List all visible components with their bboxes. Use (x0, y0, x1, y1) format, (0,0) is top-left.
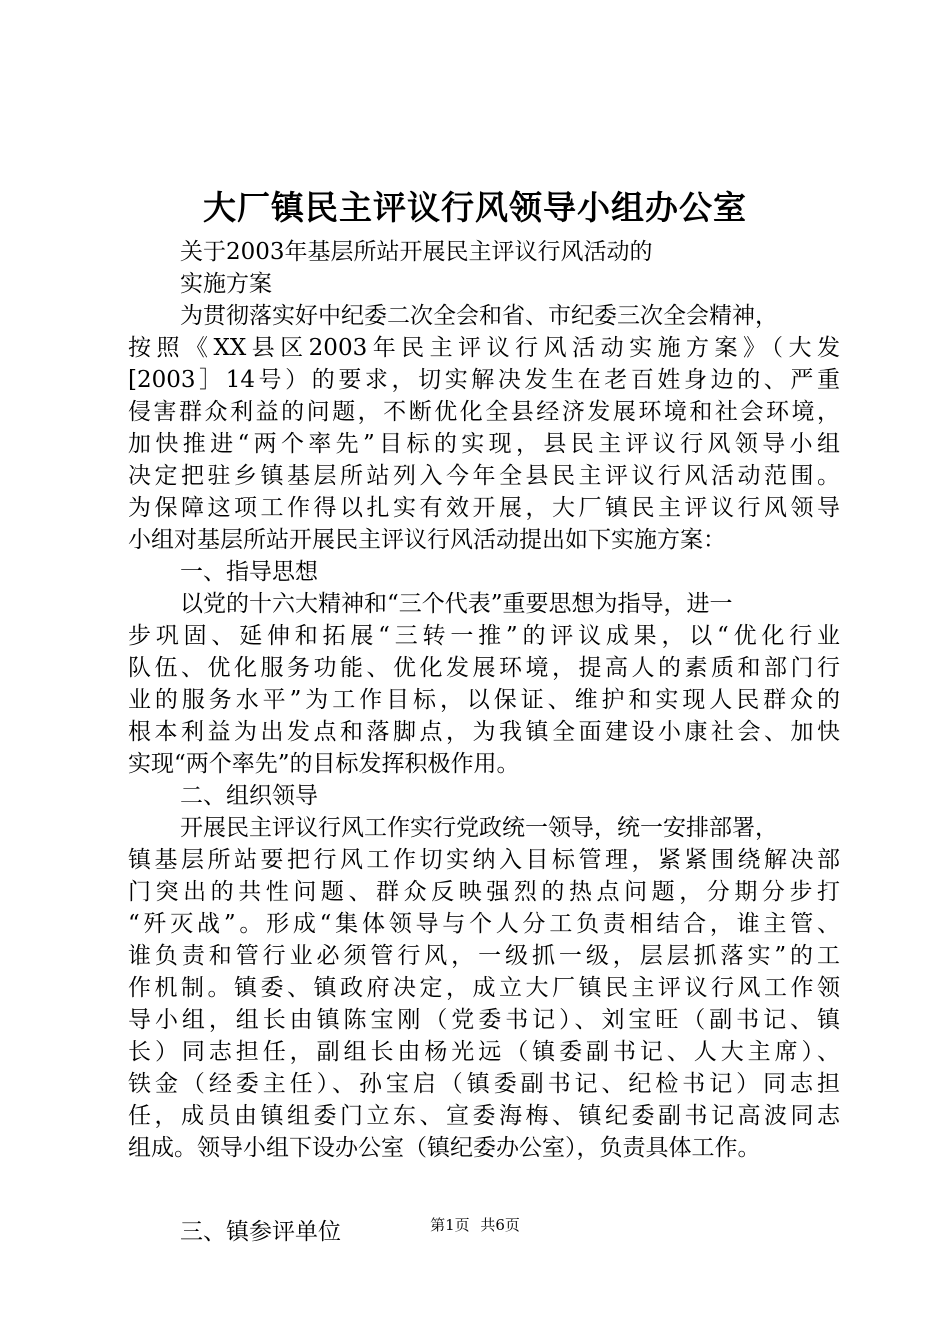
section-heading: 一、指导思想 (180, 559, 318, 585)
subtitle-line: 关于2003年基层所站开展民主评议行风活动的 (180, 239, 653, 265)
paragraph-line: [2003］14号）的要求，切实解决发生在老百姓身边的、严重 (128, 367, 840, 393)
paragraph-line: 谁负责和管行业必须管行风，一级抓一级，层层抓落实”的工 (128, 943, 840, 969)
paragraph-line: 步巩固、延伸和拓展“三转一推”的评议成果，以“优化行业 (128, 623, 840, 649)
paragraph-line: 导小组，组长由镇陈宝刚（党委书记）、刘宝旺（副书记、镇 (128, 1007, 840, 1033)
paragraph-line: 小组对基层所站开展民主评议行风活动提出如下实施方案： (128, 527, 726, 553)
paragraph-line: 为保障这项工作得以扎实有效开展，大厂镇民主评议行风领导 (128, 495, 840, 521)
document-body (128, 236, 840, 1248)
section-heading: 三、镇参评单位 (180, 1219, 341, 1245)
paragraph-line: 开展民主评议行风工作实行党政统一领导，统一安排部署， (180, 815, 778, 841)
page-number: 第1页 (430, 1216, 470, 1234)
paragraph-line: 组成。领导小组下设办公室（镇纪委办公室），负责具体工作。 (128, 1135, 761, 1161)
paragraph-line: 镇基层所站要把行风工作切实纳入目标管理，紧紧围绕解决部 (128, 847, 840, 873)
paragraph-line: 实现“两个率先”的目标发挥积极作用。 (128, 751, 520, 777)
paragraph-line: 业的服务水平”为工作目标，以保证、维护和实现人民群众的 (128, 687, 840, 713)
paragraph-line: 加快推进“两个率先”目标的实现，县民主评议行风领导小组 (128, 431, 840, 457)
paragraph-line: 根本利益为出发点和落脚点，为我镇全面建设小康社会、加快 (128, 719, 840, 745)
paragraph-line: 决定把驻乡镇基层所站列入今年全县民主评议行风活动范围。 (128, 463, 840, 489)
document-title: 大厂镇民主评议行风领导小组办公室 (203, 188, 747, 227)
section-heading: 二、组织领导 (180, 783, 318, 809)
page-footer (0, 1214, 950, 1235)
page-total: 共6页 (480, 1216, 520, 1234)
paragraph-line: 按照《XX县区2003年民主评议行风活动实施方案》（大发 (128, 335, 840, 361)
paragraph-line: “歼灭战”。形成“集体领导与个人分工负责相结合，谁主管、 (128, 911, 840, 937)
paragraph-line: 长）同志担任，副组长由杨光远（镇委副书记、人大主席）、 (128, 1039, 840, 1065)
paragraph-line: 侵害群众利益的问题，不断优化全县经济发展环境和社会环境， (128, 399, 840, 425)
subtitle-line: 实施方案 (180, 271, 272, 297)
paragraph-line: 队伍、优化服务功能、优化发展环境，提高人的素质和部门行 (128, 655, 840, 681)
paragraph-line: 以党的十六大精神和“三个代表”重要思想为指导，进一 (180, 591, 733, 617)
paragraph-gap (128, 1164, 840, 1216)
paragraph-line: 作机制。镇委、镇政府决定，成立大厂镇民主评议行风工作领 (128, 975, 840, 1001)
paragraph-line: 门突出的共性问题、群众反映强烈的热点问题，分期分步打 (128, 879, 840, 905)
paragraph-line: 为贯彻落实好中纪委二次全会和省、市纪委三次全会精神， (180, 303, 778, 329)
paragraph-line: 铁金（经委主任）、孙宝启（镇委副书记、纪检书记）同志担 (128, 1071, 840, 1097)
paragraph-line: 任，成员由镇组委门立东、宣委海梅、镇纪委副书记高波同志 (128, 1103, 840, 1129)
